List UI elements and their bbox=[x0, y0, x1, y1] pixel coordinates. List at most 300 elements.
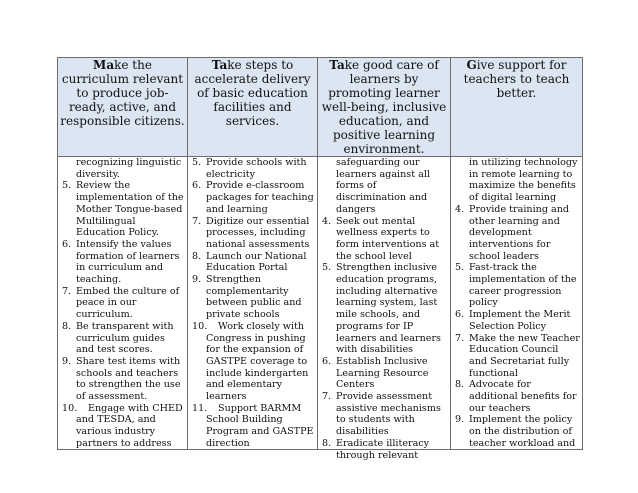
list-number bbox=[62, 438, 76, 450]
list-text: of digital learning bbox=[469, 192, 557, 204]
list-number bbox=[192, 333, 206, 345]
list-item-continuation bbox=[62, 309, 184, 321]
list-text: curriculum guides bbox=[76, 332, 165, 344]
list-text: including alternative bbox=[336, 285, 438, 297]
list-number bbox=[192, 344, 206, 356]
list-item bbox=[192, 403, 314, 415]
list-number bbox=[192, 286, 206, 298]
list-number bbox=[192, 227, 206, 239]
list-text: and elementary bbox=[206, 379, 283, 391]
list-number: 10. bbox=[192, 320, 208, 332]
list-text: Digitize our essential bbox=[206, 215, 310, 227]
list-number bbox=[192, 356, 206, 368]
list-item bbox=[455, 333, 579, 345]
list-number bbox=[62, 262, 76, 274]
header-cell-4 bbox=[451, 58, 583, 157]
list-item-continuation bbox=[455, 403, 579, 415]
list-text: form interventions at bbox=[336, 238, 440, 250]
list-text: mile schools, and bbox=[336, 309, 421, 321]
list-text: Embed the culture of bbox=[76, 285, 180, 297]
header-cell-3 bbox=[318, 58, 451, 157]
list-number bbox=[62, 379, 76, 391]
list-number bbox=[455, 426, 469, 438]
header-text: ive support for teachers to teach better. bbox=[463, 58, 570, 100]
list-item-continuation bbox=[192, 286, 314, 298]
list-text: Be transparent with bbox=[76, 320, 174, 332]
list-text: between public and bbox=[206, 297, 302, 309]
header-initial: G bbox=[466, 58, 477, 72]
list-text: disabilities bbox=[336, 426, 389, 438]
body-cell-4 bbox=[451, 157, 583, 450]
list-item-continuation bbox=[322, 450, 447, 462]
list-number bbox=[192, 204, 206, 216]
list-number bbox=[455, 403, 469, 415]
list-item-continuation bbox=[322, 368, 447, 380]
list-number: 10. bbox=[62, 402, 78, 414]
list-text: to students with bbox=[336, 414, 415, 426]
list-item-continuation bbox=[322, 192, 447, 204]
list-number: 5. bbox=[62, 180, 72, 192]
list-number bbox=[322, 251, 336, 263]
list-text: processes, including bbox=[206, 227, 306, 239]
list-item-continuation bbox=[192, 438, 314, 450]
list-text: our teachers bbox=[469, 402, 531, 414]
list-item-continuation bbox=[62, 426, 184, 438]
agenda-table bbox=[57, 57, 583, 461]
list-item-continuation bbox=[192, 344, 314, 356]
header-cell-2 bbox=[188, 58, 318, 157]
list-column bbox=[451, 157, 582, 449]
list-text: private schools bbox=[206, 309, 280, 321]
list-number: 7. bbox=[192, 215, 202, 227]
list-item-continuation bbox=[192, 309, 314, 321]
list-item-continuation bbox=[455, 321, 579, 333]
list-text: learners bbox=[206, 391, 247, 403]
list-number: 9. bbox=[455, 414, 465, 426]
list-number bbox=[455, 297, 469, 309]
list-text: in utilizing technology bbox=[469, 157, 578, 168]
list-item-continuation bbox=[62, 379, 184, 391]
list-text: schools and teachers bbox=[76, 367, 179, 379]
list-number: 5. bbox=[192, 157, 202, 168]
list-text: curriculum. bbox=[76, 309, 133, 321]
list-number bbox=[62, 414, 76, 426]
list-number bbox=[62, 309, 76, 321]
list-number bbox=[322, 414, 336, 426]
list-item bbox=[62, 321, 184, 333]
list-text: Implement the policy bbox=[469, 414, 573, 426]
list-text: to strengthen the use bbox=[76, 379, 181, 391]
list-number bbox=[192, 379, 206, 391]
list-text: and learning bbox=[206, 203, 268, 215]
header-initial: Ta bbox=[329, 58, 345, 72]
list-text: for the expansion of bbox=[206, 344, 304, 356]
list-item bbox=[322, 391, 447, 403]
list-item bbox=[62, 286, 184, 298]
list-number bbox=[62, 216, 76, 228]
list-item-continuation bbox=[455, 227, 579, 239]
list-text: other learning and bbox=[469, 215, 560, 227]
list-item-continuation bbox=[62, 297, 184, 309]
list-item bbox=[192, 216, 314, 228]
list-text: Congress in pushing bbox=[206, 332, 306, 344]
list-item-continuation bbox=[322, 204, 447, 216]
list-item-continuation bbox=[62, 157, 184, 169]
header-initial: Ta bbox=[211, 58, 228, 72]
list-item-continuation bbox=[62, 169, 184, 181]
list-number bbox=[62, 297, 76, 309]
list-number: 6. bbox=[322, 355, 332, 367]
list-text: implementation of the bbox=[76, 192, 184, 204]
list-number bbox=[322, 286, 336, 298]
list-number bbox=[192, 368, 206, 380]
list-number bbox=[62, 204, 76, 216]
list-text: discrimination and bbox=[336, 192, 428, 204]
list-text: formation of learners bbox=[76, 250, 180, 262]
list-text: learners against all bbox=[336, 168, 430, 180]
list-number bbox=[455, 344, 469, 356]
list-number bbox=[322, 450, 336, 462]
list-item-continuation bbox=[322, 426, 447, 438]
list-item bbox=[62, 180, 184, 192]
list-item-continuation bbox=[192, 227, 314, 239]
list-text: Provide training and bbox=[469, 203, 570, 215]
list-text: include kindergarten bbox=[206, 367, 309, 379]
list-number bbox=[192, 239, 206, 251]
list-item bbox=[62, 239, 184, 251]
list-text: Share test items with bbox=[76, 355, 181, 367]
list-text: Intensify the values bbox=[76, 238, 172, 250]
list-item-continuation bbox=[62, 344, 184, 356]
list-item-continuation bbox=[455, 239, 579, 251]
list-text: Seek out mental bbox=[336, 215, 416, 227]
list-text: additional benefits for bbox=[469, 391, 577, 403]
list-item-continuation bbox=[192, 333, 314, 345]
list-number bbox=[62, 157, 76, 169]
list-item-continuation bbox=[62, 216, 184, 228]
list-item-continuation bbox=[62, 368, 184, 380]
list-number: 4. bbox=[322, 215, 332, 227]
list-item-continuation bbox=[62, 227, 184, 239]
list-text: Fast-track the bbox=[469, 262, 537, 274]
list-text: Program and GASTPE bbox=[206, 426, 314, 438]
list-number bbox=[322, 157, 336, 169]
list-number: 9. bbox=[192, 274, 202, 286]
list-number bbox=[192, 262, 206, 274]
list-text: Multilingual bbox=[76, 215, 136, 227]
list-text: Education Policy. bbox=[76, 227, 159, 239]
list-text: School Building bbox=[206, 414, 283, 426]
list-number bbox=[322, 426, 336, 438]
list-item-continuation bbox=[322, 274, 447, 286]
list-item bbox=[192, 274, 314, 286]
list-text: programs for IP bbox=[336, 320, 414, 332]
list-item-continuation bbox=[455, 391, 579, 403]
list-number bbox=[322, 344, 336, 356]
list-number: 7. bbox=[62, 285, 72, 297]
list-column bbox=[188, 157, 317, 449]
list-item-continuation bbox=[322, 180, 447, 192]
list-number bbox=[62, 391, 76, 403]
list-text: in remote learning to bbox=[469, 168, 573, 180]
list-text: recognizing linguistic bbox=[76, 157, 182, 168]
list-number: 5. bbox=[322, 262, 332, 274]
list-number bbox=[192, 438, 206, 450]
header-text: ke good care of learners by promoting learner well-being, inclusive education, and positive learning environment. bbox=[321, 58, 447, 156]
list-number bbox=[192, 391, 206, 403]
list-item-continuation bbox=[455, 286, 579, 298]
list-item-continuation bbox=[455, 368, 579, 380]
list-text: interventions for bbox=[469, 238, 551, 250]
list-text: implementation of the bbox=[469, 274, 577, 286]
list-text: maximize the benefits bbox=[469, 180, 576, 192]
list-text: school leaders bbox=[469, 250, 539, 262]
list-number bbox=[192, 414, 206, 426]
list-item-continuation bbox=[455, 356, 579, 368]
list-number bbox=[192, 426, 206, 438]
list-number: 8. bbox=[192, 250, 202, 262]
list-number bbox=[322, 321, 336, 333]
list-item bbox=[455, 379, 579, 391]
list-text: Centers bbox=[336, 379, 375, 391]
list-text: and test scores. bbox=[76, 344, 153, 356]
list-item-continuation bbox=[62, 438, 184, 450]
list-number bbox=[62, 344, 76, 356]
list-item bbox=[322, 356, 447, 368]
list-text: teaching. bbox=[76, 274, 122, 286]
list-text: with disabilities bbox=[336, 344, 414, 356]
list-number bbox=[62, 169, 76, 181]
list-number bbox=[322, 204, 336, 216]
list-number bbox=[455, 438, 469, 450]
list-text: development bbox=[469, 227, 532, 239]
list-item-continuation bbox=[192, 297, 314, 309]
list-text: the school level bbox=[336, 250, 412, 262]
list-number bbox=[455, 368, 469, 380]
list-text: in curriculum and bbox=[76, 262, 164, 274]
list-item-continuation bbox=[322, 379, 447, 391]
body-cell-3 bbox=[318, 157, 451, 461]
list-item-continuation bbox=[455, 426, 579, 438]
list-number: 6. bbox=[62, 238, 72, 250]
list-text: and TESDA, and bbox=[76, 414, 156, 426]
list-text: through relevant bbox=[336, 449, 419, 461]
list-text: functional bbox=[469, 367, 518, 379]
list-item-continuation bbox=[62, 274, 184, 286]
list-text: Advocate for bbox=[469, 379, 531, 391]
list-number bbox=[322, 297, 336, 309]
list-item-continuation bbox=[322, 403, 447, 415]
body-cell-1 bbox=[58, 157, 188, 450]
list-item-continuation bbox=[62, 333, 184, 345]
list-text: Education Council bbox=[469, 344, 559, 356]
list-text: and Secretariat fully bbox=[469, 355, 570, 367]
list-number: 8. bbox=[62, 320, 72, 332]
list-text: Establish Inclusive bbox=[336, 355, 428, 367]
list-text: Selection Policy bbox=[469, 320, 547, 332]
list-number bbox=[322, 192, 336, 204]
list-item-continuation bbox=[62, 262, 184, 274]
list-number bbox=[322, 180, 336, 192]
list-number bbox=[455, 239, 469, 251]
list-number bbox=[322, 368, 336, 380]
list-text: partners to address bbox=[76, 437, 172, 449]
list-number: 9. bbox=[62, 355, 72, 367]
list-number bbox=[192, 297, 206, 309]
list-text: dangers bbox=[336, 203, 376, 215]
list-item-continuation bbox=[455, 180, 579, 192]
list-text: of assessment. bbox=[76, 391, 148, 403]
list-number bbox=[455, 157, 469, 169]
list-number bbox=[62, 274, 76, 286]
list-text: on the distribution of bbox=[469, 426, 572, 438]
list-text: teacher workload and bbox=[469, 437, 576, 449]
list-item-continuation bbox=[192, 356, 314, 368]
list-number bbox=[322, 239, 336, 251]
list-item bbox=[322, 262, 447, 274]
list-text: assistive mechanisms bbox=[336, 402, 441, 414]
list-number bbox=[455, 251, 469, 263]
list-item bbox=[322, 216, 447, 228]
list-item bbox=[192, 180, 314, 192]
list-text: Launch our National bbox=[206, 250, 307, 262]
list-number: 8. bbox=[322, 437, 332, 449]
list-item bbox=[455, 414, 579, 426]
list-column bbox=[58, 157, 187, 449]
body-cell-2 bbox=[188, 157, 318, 450]
list-item-continuation bbox=[192, 368, 314, 380]
list-item-continuation bbox=[455, 438, 579, 450]
header-initial: Ma bbox=[93, 58, 115, 72]
list-item-continuation bbox=[455, 157, 579, 169]
list-text: Make the new Teacher bbox=[469, 332, 580, 344]
list-text: policy bbox=[469, 297, 498, 309]
list-text: peace in our bbox=[76, 297, 137, 309]
list-item bbox=[455, 204, 579, 216]
list-text: various industry bbox=[76, 426, 156, 438]
list-item-continuation bbox=[192, 192, 314, 204]
list-item-continuation bbox=[322, 227, 447, 239]
list-item-continuation bbox=[322, 344, 447, 356]
list-item bbox=[192, 251, 314, 263]
list-text: career progression bbox=[469, 285, 562, 297]
list-number bbox=[455, 216, 469, 228]
header-cell-1 bbox=[58, 58, 188, 157]
list-number bbox=[455, 227, 469, 239]
list-text: forms of bbox=[336, 180, 377, 192]
list-item bbox=[455, 262, 579, 274]
list-number: 11. bbox=[192, 402, 208, 414]
list-item-continuation bbox=[62, 414, 184, 426]
list-number bbox=[322, 333, 336, 345]
list-number bbox=[322, 169, 336, 181]
list-text: learners and learners bbox=[336, 332, 441, 344]
list-text: Learning Resource bbox=[336, 367, 429, 379]
list-item-continuation bbox=[322, 321, 447, 333]
list-number bbox=[455, 274, 469, 286]
header-text: ke the curriculum relevant to produce job-ready, active, and responsible citizens. bbox=[60, 58, 185, 128]
list-item-continuation bbox=[322, 251, 447, 263]
list-item bbox=[455, 309, 579, 321]
list-number bbox=[322, 309, 336, 321]
list-number: 6. bbox=[192, 180, 202, 192]
list-text: GASTPE coverage to bbox=[206, 355, 308, 367]
list-item-continuation bbox=[455, 216, 579, 228]
list-number bbox=[322, 403, 336, 415]
list-text: Eradicate illiteracy bbox=[336, 437, 430, 449]
list-item-continuation bbox=[192, 414, 314, 426]
list-number bbox=[62, 251, 76, 263]
list-text: Strengthen inclusive bbox=[336, 262, 437, 274]
list-item-continuation bbox=[322, 286, 447, 298]
list-item-continuation bbox=[455, 344, 579, 356]
list-item-continuation bbox=[192, 262, 314, 274]
list-item-continuation bbox=[192, 204, 314, 216]
list-number bbox=[455, 286, 469, 298]
list-number bbox=[322, 227, 336, 239]
list-item bbox=[192, 321, 314, 333]
list-number bbox=[455, 391, 469, 403]
list-item-continuation bbox=[322, 157, 447, 169]
list-number bbox=[62, 426, 76, 438]
list-item bbox=[322, 438, 447, 450]
list-number bbox=[62, 333, 76, 345]
list-number bbox=[455, 321, 469, 333]
list-item-continuation bbox=[322, 239, 447, 251]
list-number bbox=[62, 192, 76, 204]
list-number bbox=[192, 309, 206, 321]
header-text: ke steps to accelerate delivery of basic education facilities and services. bbox=[194, 58, 311, 128]
list-text: Provide e-classroom bbox=[206, 180, 305, 192]
list-item-continuation bbox=[322, 297, 447, 309]
list-text: learning system, last bbox=[336, 297, 438, 309]
list-text: Implement the Merit bbox=[469, 309, 571, 321]
list-item-continuation bbox=[62, 391, 184, 403]
list-text: Engage with CHED bbox=[88, 402, 183, 414]
list-number bbox=[455, 169, 469, 181]
list-number bbox=[192, 192, 206, 204]
list-item-continuation bbox=[455, 169, 579, 181]
list-text: national assessments bbox=[206, 238, 310, 250]
list-number bbox=[455, 356, 469, 368]
body-row bbox=[58, 157, 583, 450]
list-item-continuation bbox=[455, 192, 579, 204]
list-number: 5. bbox=[455, 262, 465, 274]
list-item-continuation bbox=[455, 251, 579, 263]
list-number bbox=[62, 368, 76, 380]
list-number: 8. bbox=[455, 379, 465, 391]
list-number bbox=[455, 192, 469, 204]
list-item-continuation bbox=[192, 239, 314, 251]
list-text: Mother Tongue-based bbox=[76, 203, 183, 215]
list-text: Education Portal bbox=[206, 262, 288, 274]
list-item-continuation bbox=[322, 309, 447, 321]
list-text: Provide assessment bbox=[336, 391, 433, 403]
list-number: 7. bbox=[455, 332, 465, 344]
list-text: safeguarding our bbox=[336, 157, 420, 168]
list-item-continuation bbox=[455, 297, 579, 309]
list-text: diversity. bbox=[76, 168, 120, 180]
list-item-continuation bbox=[192, 426, 314, 438]
list-number bbox=[455, 180, 469, 192]
list-text: Strengthen bbox=[206, 274, 261, 286]
list-number: 6. bbox=[455, 309, 465, 321]
list-item-continuation bbox=[192, 391, 314, 403]
list-text: Review the bbox=[76, 180, 131, 192]
list-number: 7. bbox=[322, 391, 332, 403]
list-item-continuation bbox=[322, 333, 447, 345]
list-number bbox=[192, 169, 206, 181]
